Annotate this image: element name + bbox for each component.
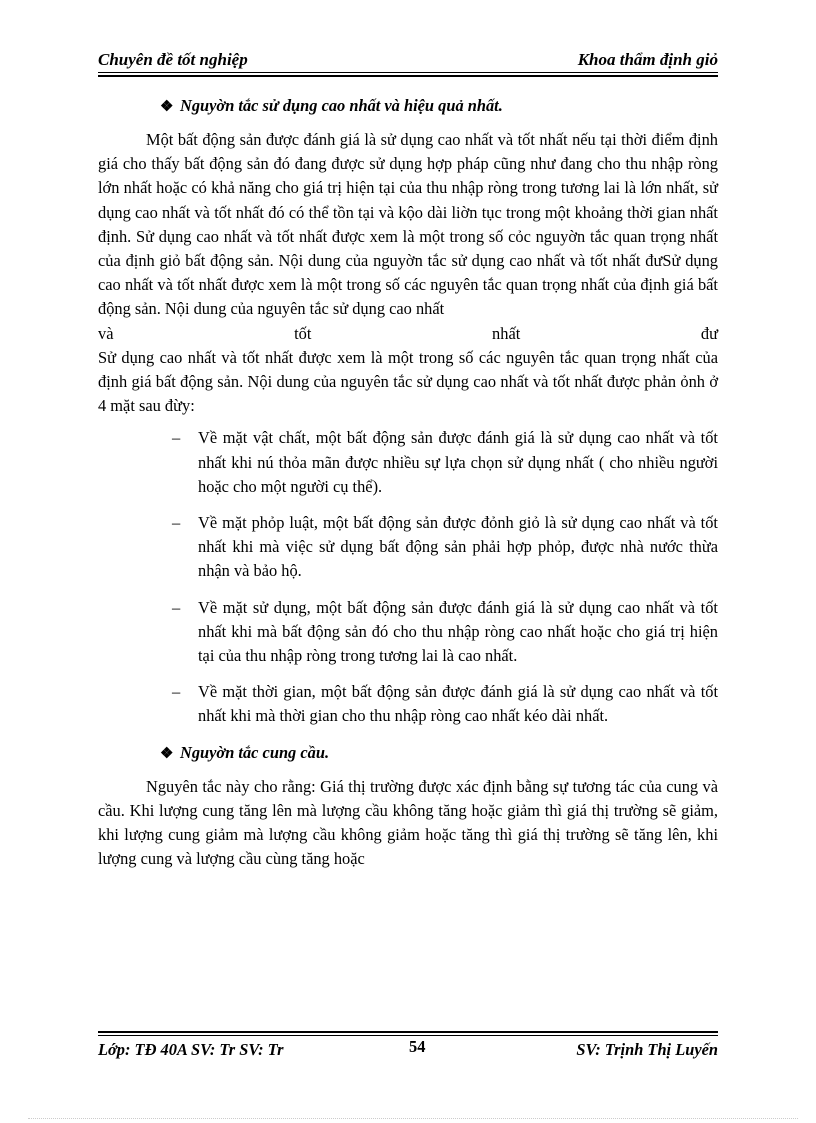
page-header [98, 46, 718, 74]
aspect-list [98, 426, 718, 728]
list-item [98, 596, 718, 669]
paragraph: Nguyên tắc này cho rằng: Giá thị trường được xác định bằng sự tương tác của cung và cầu. Khi lượng cung tăng lên mà lượng cầu không tăng hoặc giảm thì giá thị trường sẽ giảm, khi lượng cung giảm mà lượng cầu không giảm hoặc tăng thì giá thị trường sẽ tăng lên, khi lượng cung và lượng cầu cùng tăng hoặc [98, 776, 718, 869]
spread-word: nhất [492, 323, 521, 343]
dash-bullet: – [172, 597, 181, 617]
header-left-title: Chuyên đề tốt nghiệp [98, 50, 248, 69]
header-right-title: Khoa thẩm định giỏ [577, 50, 718, 69]
spread-word: đư [700, 323, 718, 343]
dash-bullet: – [172, 513, 181, 533]
section-heading-1 [160, 92, 718, 120]
page-body [98, 92, 718, 871]
list-item-text: Về mặt vật chất, một bất động sản được đánh giá là sử dụng cao nhất và tốt nhất khi nú thỏa mãn được nhiều sự lựa chọn sử dụng nhất ( cho nhiều người hoặc cho một người cụ thể). [198, 428, 718, 496]
footer-student-name: SV: Trịnh Thị Luyến [576, 1040, 718, 1059]
paragraph: Sử dụng cao nhất và tốt nhất được xem là một trong số các nguyên tắc quan trọng nhất của định giá bất động sản. Nội dung của nguyên tắc sử dụng cao nhất và tốt nhất được phản ỏnh ở 4 mặt sau đừy: [98, 347, 718, 416]
paragraph: Một bất động sản được đánh giá là sử dụng cao nhất và tốt nhất nếu tại thời điểm định giá cho thấy bất động sản đó đang được sử dụng hợp pháp cũng như đang cho thu nhập ròng lớn nhất hoặc có khả năng cho giá trị hiện tại của thu nhập ròng trong tương lai là lớn nhất, sử dụng cao nhất và tốt nhất đó có thể tồn tại và kộo dài liờn tục trong một khoảng thời gian nhất định. Sử dụng cao nhất và tốt nhất được xem là một trong số cỏc nguyờn tắc quan trọng nhất của định giỏ bất động sản. Nội dung của nguyờn tắc sử dụng cao nhất và tốt nhất đưSử dụng cao nhất và tốt nhất được xem là một trong số các nguyên tắc quan trọng nhất của định giá bất động sản. Nội dung của nguyên tắc sử dụng cao nhất [98, 130, 718, 319]
footer-rule-thick [98, 1031, 718, 1033]
header-rule [98, 72, 718, 73]
diamond-bullet-icon: ❖ [160, 745, 174, 762]
spread-word: tốt [294, 323, 312, 343]
page-edge-divider [28, 1118, 798, 1119]
dash-bullet: – [172, 682, 181, 702]
section-heading-2 [160, 739, 718, 767]
diamond-bullet-icon: ❖ [160, 99, 174, 115]
page-footer [98, 1038, 718, 1062]
dash-bullet: – [172, 428, 181, 448]
list-item [98, 511, 718, 584]
list-item [98, 426, 718, 499]
list-item-text: Về mặt sử dụng, một bất động sản được đánh giá là sử dụng cao nhất và tốt nhất khi mà bất động sản đó cho thu nhập ròng cao nhất hoặc cho giá trị hiện tại của thu nhập ròng trong tương lai là cao nhất. [198, 597, 718, 666]
section-heading-text: Nguyờn tắc sử dụng cao nhất và hiệu quả nhất. [180, 96, 503, 115]
list-item [98, 680, 718, 728]
list-item-text: Về mặt thời gian, một bất động sản được đánh giá là sử dụng cao nhất và tốt nhất khi mà thời gian cho thu nhập ròng cao nhất kéo dài nhất. [198, 682, 718, 726]
header-rule-thick [98, 75, 718, 77]
spread-word: và [98, 323, 114, 343]
footer-class-info: Lớp: TĐ 40A SV: Tr SV: Tr [98, 1040, 284, 1059]
section-heading-text: Nguyờn tắc cung cầu. [180, 742, 330, 762]
spread-line [98, 322, 718, 346]
list-item-text: Về mặt phỏp luật, một bất động sản được đỏnh giỏ là sử dụng cao nhất và tốt nhất khi mà việc sử dụng bất động sản phải hợp phỏp, được nhà nước thừa nhận và bảo hộ. [198, 513, 718, 581]
footer-rule [98, 1035, 718, 1036]
page-number: 54 [409, 1037, 426, 1056]
